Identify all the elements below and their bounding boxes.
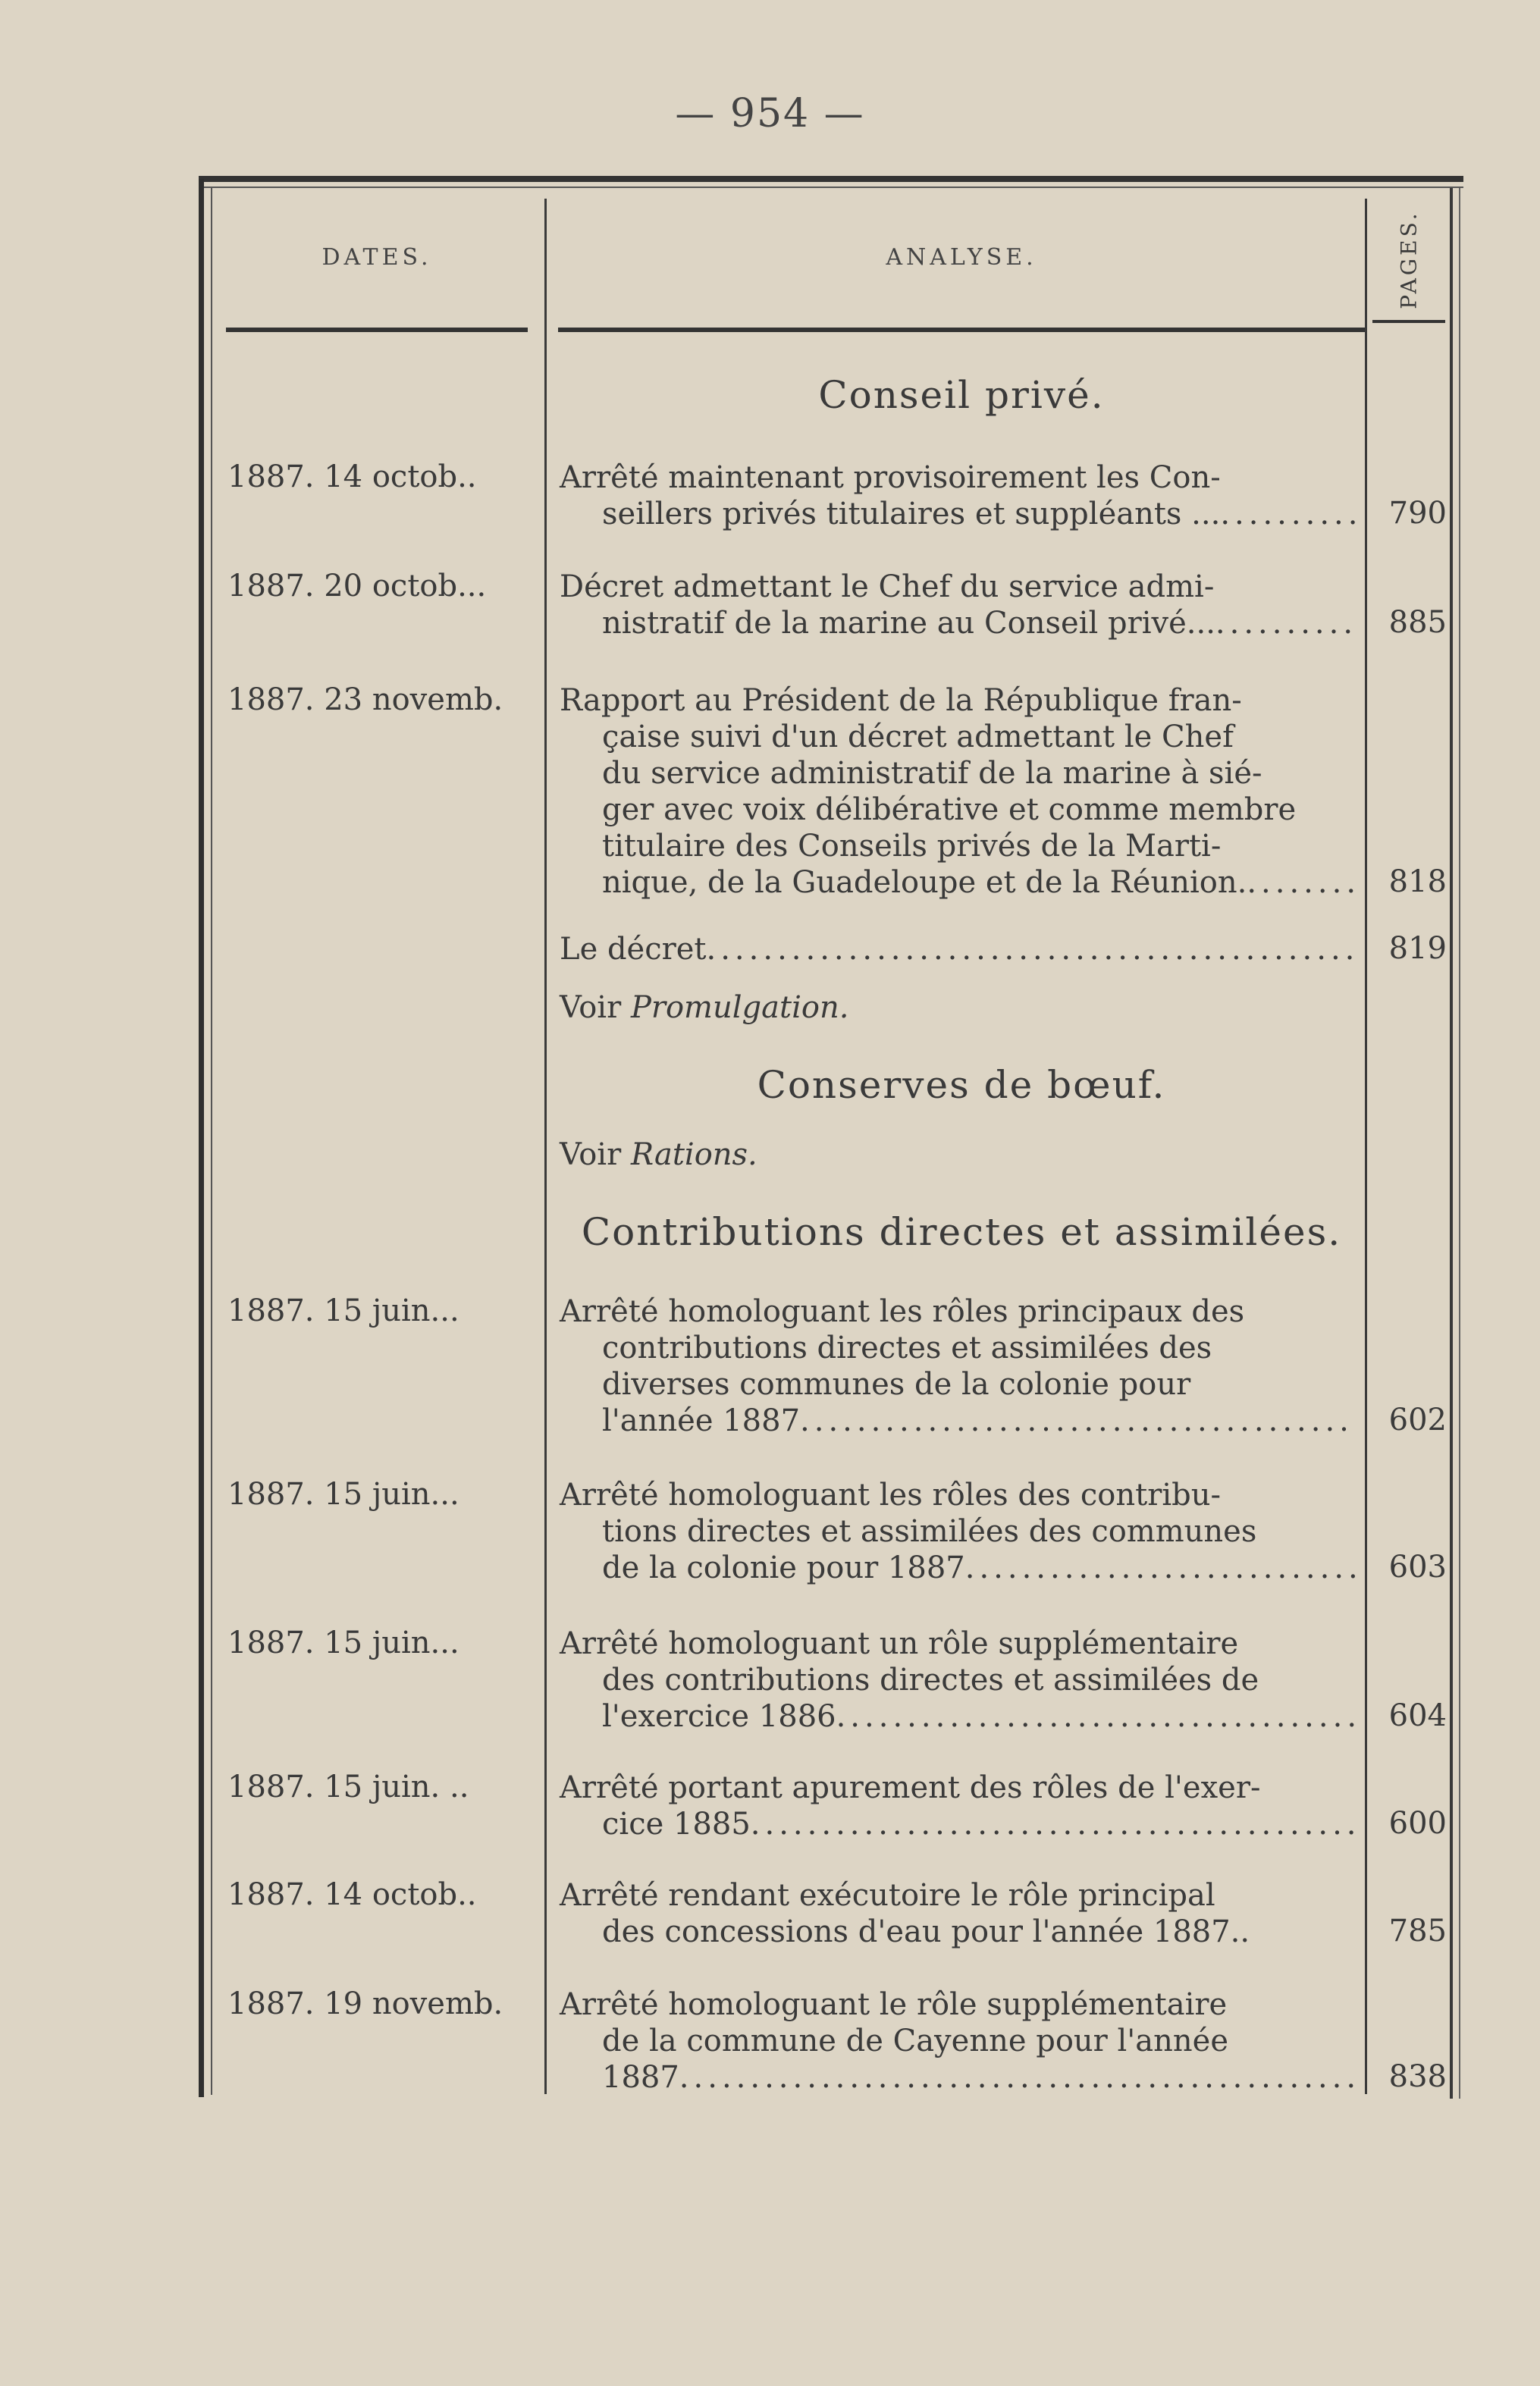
entry-line: cice 1885 ..... bbox=[560, 1806, 1356, 1842]
entry-line: Arrêté homologuant les rôles principaux des bbox=[560, 1294, 1245, 1329]
entry-date: 1887. 14 octob.. bbox=[227, 1877, 477, 1912]
entry-line: 1887 ..... bbox=[560, 2059, 1356, 2096]
entry-line: des concessions d'eau pour l'année 1887.. bbox=[602, 1914, 1250, 1949]
entry-line: çaise suivi d'un décret admettant le Chef bbox=[602, 720, 1234, 754]
entry-text bbox=[560, 1477, 1356, 1586]
entry-line: Décret admettant le Chef du service admi- bbox=[560, 569, 1215, 604]
page-number: — 954 — bbox=[675, 91, 865, 136]
entry-date: 1887. 15 juin... bbox=[227, 1477, 459, 1512]
entry-line: Le décret ..... bbox=[560, 931, 1356, 967]
entry-line: titulaire des Conseils privés de la Marti- bbox=[602, 829, 1222, 864]
entry-line: Arrêté homologuant les rôles des contribu- bbox=[560, 1478, 1222, 1513]
entry-line: des contributions directes et assimilées de bbox=[602, 1663, 1259, 1698]
section-heading-conserves: Conserves de bœuf. bbox=[757, 1063, 1166, 1107]
section-heading-contributions: Contributions directes et assimilées. bbox=[581, 1210, 1342, 1254]
entry-page: 600 bbox=[1388, 1806, 1447, 1841]
entry-line: du service administratif de la marine à sié- bbox=[602, 756, 1262, 791]
header-rule-pages bbox=[1372, 320, 1445, 323]
entry-text bbox=[560, 1986, 1356, 2096]
see-also-ref: Rations. bbox=[630, 1137, 757, 1172]
header-rule-analyse bbox=[558, 328, 1365, 332]
entry-text bbox=[560, 459, 1356, 532]
entry-line: nistratif de la marine au Conseil privé... ..... bbox=[560, 605, 1356, 641]
entry-page: 819 bbox=[1388, 931, 1447, 966]
see-also-prefix: Voir bbox=[560, 1137, 622, 1172]
entry-line: Rapport au Président de la République fran- bbox=[560, 683, 1242, 718]
column-header-dates: DATES. bbox=[321, 244, 432, 271]
section-heading-conseil-prive: Conseil privé. bbox=[818, 373, 1105, 417]
column-divider-dates bbox=[544, 199, 547, 2094]
entry-page: 885 bbox=[1388, 605, 1447, 640]
entry-line: Arrêté maintenant provisoirement les Con- bbox=[560, 460, 1221, 495]
header-rule-dates bbox=[226, 328, 528, 332]
entry-line: seillers privés titulaires et suppléants ... ..... bbox=[560, 496, 1356, 532]
column-header-pages bbox=[1374, 206, 1444, 312]
see-also bbox=[560, 990, 848, 1025]
entry-date: 1887. 20 octob... bbox=[227, 569, 487, 604]
entry-page: 602 bbox=[1388, 1403, 1447, 1438]
entry-date: 1887. 15 juin. .. bbox=[227, 1770, 469, 1804]
entry-text bbox=[560, 931, 1356, 967]
entry-line: tions directes et assimilées des communes bbox=[602, 1514, 1257, 1549]
entry-date: 1887. 15 juin... bbox=[227, 1626, 459, 1660]
entry-text bbox=[560, 1626, 1356, 1735]
column-header-pages-label: PAGES. bbox=[1396, 209, 1422, 309]
entry-date: 1887. 23 novemb. bbox=[227, 682, 503, 717]
see-also-ref: Promulgation. bbox=[630, 990, 849, 1025]
entry-line: Arrêté homologuant le rôle supplémentaire bbox=[560, 1987, 1228, 2022]
table-right-rule bbox=[1450, 188, 1453, 2099]
entry-text bbox=[560, 1770, 1356, 1842]
entry-text bbox=[560, 1293, 1356, 1439]
column-divider-pages bbox=[1365, 199, 1367, 2094]
entry-page: 603 bbox=[1388, 1550, 1447, 1585]
entry-page: 818 bbox=[1388, 864, 1447, 899]
table-top-rule bbox=[199, 176, 1463, 182]
column-header-analyse: ANALYSE. bbox=[886, 244, 1037, 271]
entry-line: Arrêté homologuant un rôle supplémentaire bbox=[560, 1626, 1239, 1661]
entry-page: 785 bbox=[1388, 1914, 1447, 1949]
entry-text bbox=[560, 682, 1356, 901]
entry-line: de la commune de Cayenne pour l'année bbox=[602, 2024, 1229, 2058]
table-left-rule bbox=[199, 179, 204, 2097]
table-right-rule-thin bbox=[1459, 188, 1460, 2099]
entry-line: Arrêté portant apurement des rôles de l'exer- bbox=[560, 1770, 1261, 1805]
entry-date: 1887. 14 octob.. bbox=[227, 459, 477, 494]
entry-line: l'exercice 1886 ..... bbox=[560, 1698, 1356, 1735]
entry-line: diverses communes de la colonie pour bbox=[602, 1367, 1191, 1402]
table-left-rule-thin bbox=[211, 188, 212, 2095]
entry-page: 604 bbox=[1388, 1698, 1447, 1733]
see-also-prefix: Voir bbox=[560, 990, 622, 1025]
entry-text bbox=[560, 569, 1356, 641]
table-top-rule-thin bbox=[199, 187, 1463, 188]
entry-date: 1887. 15 juin... bbox=[227, 1293, 459, 1328]
entry-date: 1887. 19 novemb. bbox=[227, 1986, 503, 2021]
entry-line: ger avec voix délibérative et comme membre bbox=[602, 792, 1297, 827]
entry-line: contributions directes et assimilées des bbox=[602, 1331, 1212, 1365]
entry-line: nique, de la Guadeloupe et de la Réunion. ..... bbox=[560, 864, 1356, 901]
entry-text bbox=[560, 1877, 1356, 1950]
entry-line: Arrêté rendant exécutoire le rôle principal bbox=[560, 1878, 1215, 1913]
entry-page: 838 bbox=[1388, 2059, 1447, 2094]
entry-page: 790 bbox=[1388, 496, 1447, 531]
entry-line: l'année 1887 ..... bbox=[560, 1403, 1356, 1439]
entry-line: de la colonie pour 1887 ..... bbox=[560, 1550, 1356, 1586]
see-also bbox=[560, 1137, 757, 1172]
